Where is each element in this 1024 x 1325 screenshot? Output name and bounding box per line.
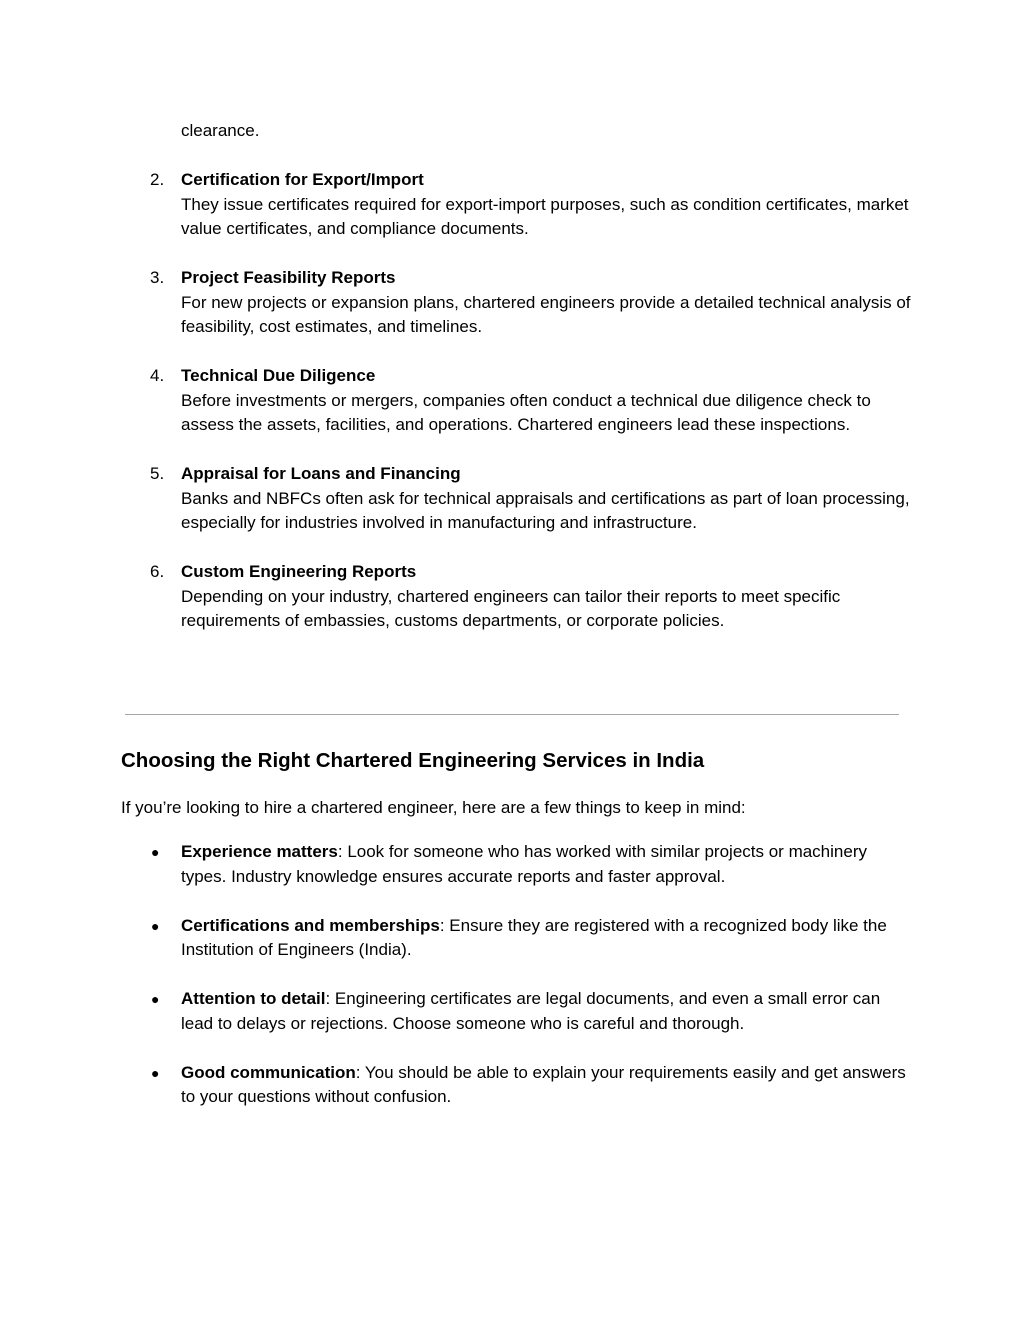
tips-list bbox=[0, 840, 1024, 1134]
bullet-icon: ● bbox=[151, 991, 160, 1007]
list-number: 3. bbox=[150, 268, 165, 287]
list-item bbox=[0, 840, 1024, 889]
list-item-text: For new projects or expansion plans, chartered engineers provide a detailed technical analysis of feasibility, cost estimates, and timelines. bbox=[181, 292, 911, 336]
list-number: 5. bbox=[150, 464, 165, 483]
list-item bbox=[0, 364, 1024, 438]
list-number: 2. bbox=[150, 170, 165, 189]
list-item-term: Good communication bbox=[181, 1062, 356, 1082]
list-item-text: Depending on your industry, chartered engineers can tailor their reports to meet specific requirements of embassies, customs departments, or corporate policies. bbox=[181, 586, 841, 630]
list-item-term: Experience matters bbox=[181, 842, 338, 861]
section-heading: Choosing the Right Chartered Engineering Services in India bbox=[121, 749, 705, 772]
list-item-term: Certifications and memberships bbox=[181, 915, 440, 935]
list-item bbox=[0, 914, 1024, 963]
list-item-term: Attention to detail bbox=[181, 989, 326, 1008]
list-item-body bbox=[181, 987, 911, 1036]
list-number: 4. bbox=[150, 366, 165, 385]
list-item-body bbox=[181, 462, 911, 536]
list-item-text: Banks and NBFCs often ask for technical appraisals and certifications as part of loan processing, especially for industries involved in manufacturing and infrastructure. bbox=[181, 488, 910, 532]
bullet-icon: ● bbox=[151, 917, 160, 934]
list-item-body bbox=[181, 840, 911, 889]
list-item-text: : Engineering certificates are legal documents, and even a small error can lead to delays or rejections. Choose someone who is careful and thorough. bbox=[181, 989, 881, 1033]
list-item-body bbox=[181, 364, 911, 438]
list-item-body bbox=[181, 168, 911, 242]
list-item-body bbox=[181, 560, 911, 634]
horizontal-divider bbox=[125, 714, 899, 715]
list-item-title: Certification for Export/Import bbox=[181, 170, 424, 189]
list-item bbox=[0, 987, 1024, 1036]
list-item bbox=[0, 1061, 1024, 1110]
list-item-title: Technical Due Diligence bbox=[181, 366, 376, 385]
list-item-text: They issue certificates required for export-import purposes, such as condition certificates, market value certificates, and compliance documents. bbox=[181, 194, 909, 238]
continuation-text: clearance. bbox=[181, 121, 260, 140]
list-item-text: : Look for someone who has worked with similar projects or machinery types. Industry knowledge ensures accurate reports and faster approval. bbox=[181, 842, 867, 886]
services-list bbox=[0, 168, 1024, 658]
list-item bbox=[0, 462, 1024, 536]
list-number: 6. bbox=[150, 562, 165, 581]
list-item-text: Before investments or mergers, companies often conduct a technical due diligence check to assess the assets, facilities, and operations. Chartered engineers lead these inspections. bbox=[181, 390, 871, 434]
list-item bbox=[0, 560, 1024, 634]
list-item-title: Appraisal for Loans and Financing bbox=[181, 464, 461, 483]
list-item bbox=[0, 266, 1024, 340]
list-item-text: : You should be able to explain your requirements easily and get answers to your questions without confusion. bbox=[181, 1062, 906, 1106]
list-item-body bbox=[181, 266, 911, 340]
list-item-title: Project Feasibility Reports bbox=[181, 268, 396, 287]
bullet-icon: ● bbox=[151, 844, 160, 860]
list-item-title: Custom Engineering Reports bbox=[181, 562, 417, 581]
list-item-body bbox=[181, 914, 911, 963]
list-item bbox=[0, 168, 1024, 242]
section-intro: If you’re looking to hire a chartered engineer, here are a few things to keep in mind: bbox=[121, 798, 746, 817]
list-item-body bbox=[181, 1061, 911, 1110]
list-item-text: : Ensure they are registered with a recognized body like the Institution of Engineers (India). bbox=[181, 915, 887, 959]
bullet-icon: ● bbox=[151, 1064, 160, 1081]
